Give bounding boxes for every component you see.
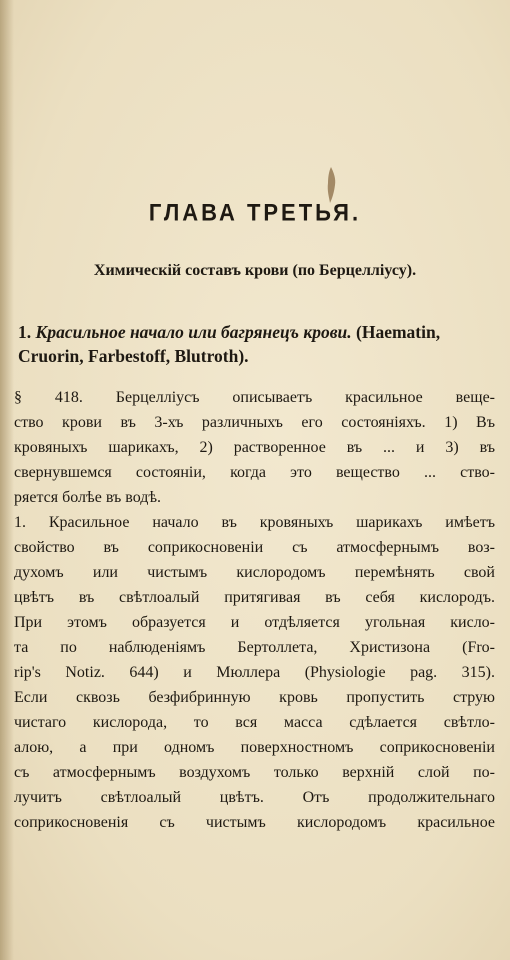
text-line: ряется болѣе въ водѣ. — [14, 489, 162, 506]
text-line: rip's Notiz. 644) и Мюллера (Physiologie pag. 315). — [14, 664, 495, 681]
text-line: съ атмосфернымъ воздухомъ только верхнiй слой по- — [14, 764, 495, 781]
text-line: та по наблюденiямъ Бертоллета, Христизона (Fro- — [14, 639, 495, 656]
text-line: 1. Красильное начало въ кровяныхъ шарикахъ имѣетъ — [14, 514, 495, 531]
text-line: свойство въ соприкосновенiи съ атмосфернымъ воз- — [14, 539, 495, 556]
text-line: соприкосновенiя съ чистымъ кислородомъ красильное — [14, 814, 495, 831]
chapter-subtitle: Химическій составъ крови (по Берцеллiусу). — [93, 262, 417, 279]
text-line: Если сквозь безфибринную кровь пропустить струю — [14, 689, 495, 706]
section-heading — [18, 320, 496, 368]
page-fold-shadow — [0, 0, 14, 960]
chapter-title: ГЛАВА ТРЕТЬЯ. — [148, 198, 362, 227]
text-line: цвѣтъ въ свѣтлоалый притягивая въ себя кислородъ. — [14, 589, 495, 606]
text-line: ство крови въ 3-хъ различныхъ его состоянiяхъ. 1) Въ — [14, 414, 495, 431]
section-title: Красильное начало или багрянецъ крови. — [35, 322, 352, 342]
section-latin-names: (Haematin, Cruorin, Farbestoff, Blutroth). — [18, 322, 441, 366]
text-line: свернувшемся состоянiи, когда это вещество ... ство- — [14, 464, 495, 481]
text-line: духомъ или чистымъ кислородомъ перемѣнять свой — [14, 564, 495, 581]
text-line: чистаго кислорода, то вся масса сдѣлается свѣтло- — [14, 714, 495, 731]
text-line: алою, а при одномъ поверхностномъ соприкосновенiи — [14, 739, 495, 756]
text-line: § 418. Берцеллiусъ описываетъ красильное веще- — [14, 389, 495, 406]
section-number: 1. — [18, 322, 32, 342]
text-line: лучитъ свѣтлоалый цвѣтъ. Отъ продолжительнаго — [14, 789, 495, 806]
text-line: кровяныхъ шарикахъ, 2) растворенное въ ... и 3) въ — [14, 439, 495, 456]
text-line: При этомъ образуется и отдѣляется угольная кисло- — [14, 614, 495, 631]
